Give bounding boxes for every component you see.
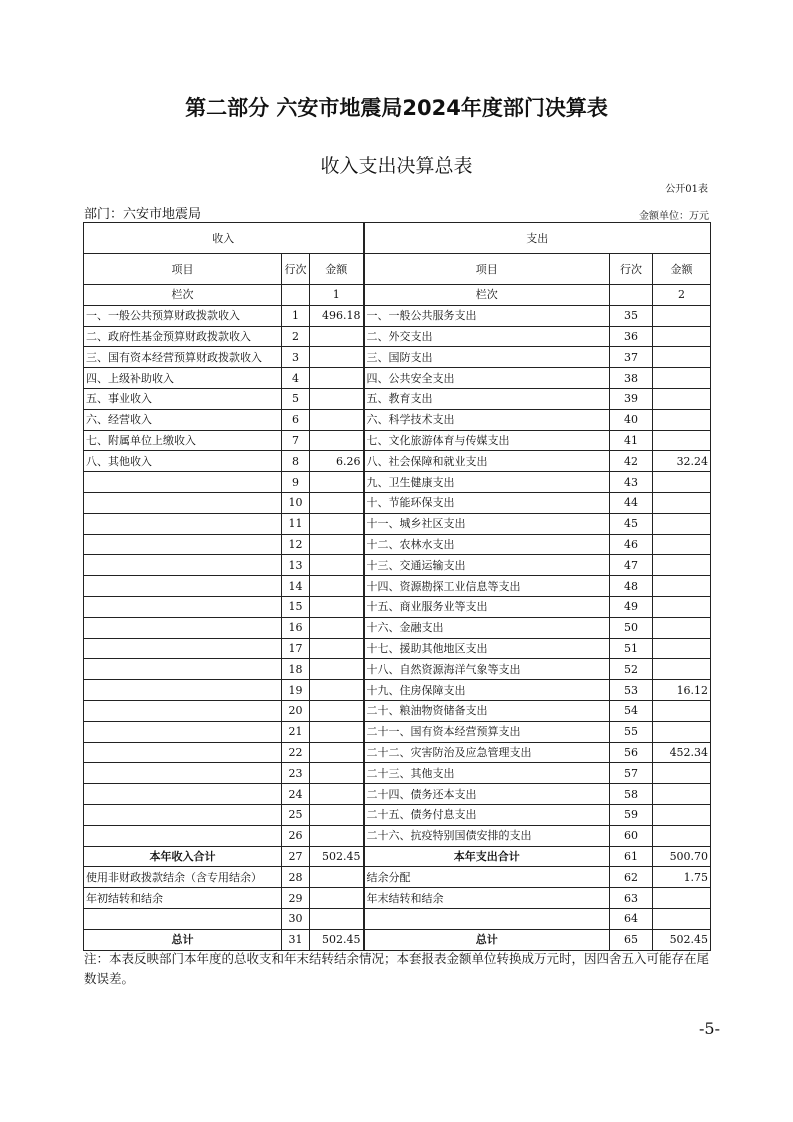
expense-amount: [653, 305, 711, 326]
expense-line-no: 59: [610, 804, 653, 825]
expense-amount: [653, 763, 711, 784]
income-line-no: 26: [282, 825, 310, 846]
expense-amount: [653, 534, 711, 555]
income-item: 七、附属单位上缴收入: [84, 430, 282, 451]
income-item: [84, 576, 282, 597]
expense-amount: [653, 368, 711, 389]
income-amount: [310, 804, 364, 825]
income-column-row-label: 栏次: [84, 285, 282, 306]
table-header-row: [84, 223, 711, 254]
expense-line-no: 46: [610, 534, 653, 555]
income-amount: [310, 742, 364, 763]
expense-line-no: 63: [610, 888, 653, 909]
income-item: 本年收入合计: [84, 846, 282, 867]
expense-item: 三、国防支出: [364, 347, 610, 368]
expense-amount: [653, 555, 711, 576]
table-row: [84, 596, 711, 617]
income-item: [84, 680, 282, 701]
expense-item: 十一、城乡社区支出: [364, 513, 610, 534]
income-item: [84, 534, 282, 555]
expense-item: 六、科学技术支出: [364, 409, 610, 430]
expense-line-no: 60: [610, 825, 653, 846]
income-amount: 502.45: [310, 846, 364, 867]
department-label: 部门：六安市地震局: [84, 207, 202, 222]
table-row: [84, 908, 711, 929]
table-row: [84, 326, 711, 347]
income-line-no: 7: [282, 430, 310, 451]
table-row: [84, 742, 711, 763]
income-item: [84, 908, 282, 929]
income-item: [84, 492, 282, 513]
income-line-no: 3: [282, 347, 310, 368]
income-amount: [310, 680, 364, 701]
income-line-no: 2: [282, 326, 310, 347]
expense-amount: [653, 596, 711, 617]
expense-amount: [653, 908, 711, 929]
expense-item: 总计: [364, 929, 610, 950]
expense-amount: 1.75: [653, 867, 711, 888]
expense-amount: [653, 721, 711, 742]
income-header: 收入: [84, 223, 364, 254]
income-amount: [310, 721, 364, 742]
table-row: [84, 534, 711, 555]
expense-amount: [653, 888, 711, 909]
expense-line-no: 47: [610, 555, 653, 576]
income-item: [84, 825, 282, 846]
income-amount: [310, 908, 364, 929]
income-line-no: 28: [282, 867, 310, 888]
expense-line-no: 36: [610, 326, 653, 347]
income-amount-header: 金额: [310, 254, 364, 285]
income-line-no: 5: [282, 388, 310, 409]
table-row: [84, 576, 711, 597]
expense-line-no: 50: [610, 617, 653, 638]
income-item: [84, 555, 282, 576]
expense-item: 十六、金融支出: [364, 617, 610, 638]
income-amount: [310, 659, 364, 680]
expense-item: 七、文化旅游体育与传媒支出: [364, 430, 610, 451]
income-amount: [310, 326, 364, 347]
expense-amount: [653, 576, 711, 597]
expense-item: 十四、资源勘探工业信息等支出: [364, 576, 610, 597]
expense-item: 二十、粮油物资储备支出: [364, 700, 610, 721]
income-item: 八、其他收入: [84, 451, 282, 472]
table-row: [84, 804, 711, 825]
expense-item: 十三、交通运输支出: [364, 555, 610, 576]
expense-item: 八、社会保障和就业支出: [364, 451, 610, 472]
income-amount: 496.18: [310, 305, 364, 326]
expense-line-no: 39: [610, 388, 653, 409]
expense-item: 二十四、债务还本支出: [364, 784, 610, 805]
expense-line-no: 55: [610, 721, 653, 742]
expense-item: 二十五、债务付息支出: [364, 804, 610, 825]
expense-amount: [653, 638, 711, 659]
expense-line-no: 43: [610, 472, 653, 493]
income-item: 四、上级补助收入: [84, 368, 282, 389]
unit-label: 金额单位：万元: [639, 211, 709, 222]
expense-item: 十九、住房保障支出: [364, 680, 610, 701]
expense-item: 二十二、灾害防治及应急管理支出: [364, 742, 610, 763]
income-amount: [310, 617, 364, 638]
expense-line-no: 54: [610, 700, 653, 721]
expense-line-no: 56: [610, 742, 653, 763]
income-amount: [310, 867, 364, 888]
income-expense-table: [83, 222, 711, 951]
income-amount: [310, 638, 364, 659]
expense-amount: 32.24: [653, 451, 711, 472]
income-item: 总计: [84, 929, 282, 950]
expense-line-no: 57: [610, 763, 653, 784]
income-line-no: 1: [282, 305, 310, 326]
expense-line-no: 64: [610, 908, 653, 929]
table-row: [84, 638, 711, 659]
income-line-no: 17: [282, 638, 310, 659]
income-item: [84, 700, 282, 721]
expense-line-header: 行次: [610, 254, 653, 285]
expense-line-no: 65: [610, 929, 653, 950]
expense-item: 结余分配: [364, 867, 610, 888]
expense-header: 支出: [364, 223, 711, 254]
income-amount: [310, 513, 364, 534]
expense-item: 二十一、国有资本经营预算支出: [364, 721, 610, 742]
income-line-no: 9: [282, 472, 310, 493]
income-amount: 6.26: [310, 451, 364, 472]
income-amount: [310, 888, 364, 909]
table-row: [84, 846, 711, 867]
income-amount: [310, 368, 364, 389]
table-row: [84, 617, 711, 638]
income-amount: [310, 388, 364, 409]
income-item: 六、经营收入: [84, 409, 282, 430]
table-row: [84, 555, 711, 576]
income-item: [84, 721, 282, 742]
income-item-header: 项目: [84, 254, 282, 285]
expense-line-no: 35: [610, 305, 653, 326]
expense-amount: [653, 347, 711, 368]
income-amount: [310, 472, 364, 493]
income-item: 一、一般公共预算财政拨款收入: [84, 305, 282, 326]
income-line-no: 30: [282, 908, 310, 929]
expense-amount: [653, 492, 711, 513]
expense-amount: 500.70: [653, 846, 711, 867]
table-row: [84, 929, 711, 950]
expense-item: 十七、援助其他地区支出: [364, 638, 610, 659]
table-row: [84, 451, 711, 472]
expense-column-row-label: 栏次: [364, 285, 610, 306]
income-column-index: 1: [310, 285, 364, 306]
income-column-row-blank: [282, 285, 310, 306]
income-item: [84, 804, 282, 825]
income-item: [84, 472, 282, 493]
table-row: [84, 388, 711, 409]
expense-item: 四、公共安全支出: [364, 368, 610, 389]
expense-line-no: 42: [610, 451, 653, 472]
table-row: [84, 888, 711, 909]
income-line-no: 25: [282, 804, 310, 825]
income-line-no: 10: [282, 492, 310, 513]
income-amount: [310, 784, 364, 805]
income-amount: [310, 763, 364, 784]
table-row: [84, 700, 711, 721]
expense-amount: [653, 804, 711, 825]
income-amount: [310, 555, 364, 576]
expense-item: 五、教育支出: [364, 388, 610, 409]
expense-amount: [653, 825, 711, 846]
expense-item: 二十六、抗疫特别国债安排的支出: [364, 825, 610, 846]
income-item: [84, 784, 282, 805]
form-code: 公开01表: [665, 184, 708, 195]
income-item: 二、政府性基金预算财政拨款收入: [84, 326, 282, 347]
expense-line-no: 41: [610, 430, 653, 451]
expense-amount: [653, 513, 711, 534]
table-row: [84, 513, 711, 534]
expense-line-no: 58: [610, 784, 653, 805]
expense-item: 本年支出合计: [364, 846, 610, 867]
expense-amount: 502.45: [653, 929, 711, 950]
expense-amount: [653, 659, 711, 680]
expense-amount: [653, 700, 711, 721]
column-header-row: [84, 254, 711, 285]
expense-line-no: 44: [610, 492, 653, 513]
income-amount: [310, 409, 364, 430]
table-row: [84, 347, 711, 368]
expense-line-no: 53: [610, 680, 653, 701]
income-line-no: 15: [282, 596, 310, 617]
income-line-no: 6: [282, 409, 310, 430]
income-line-no: 20: [282, 700, 310, 721]
income-amount: [310, 492, 364, 513]
page-number: -5-: [699, 1019, 720, 1038]
expense-amount: [653, 430, 711, 451]
expense-column-row-blank: [610, 285, 653, 306]
income-line-no: 23: [282, 763, 310, 784]
income-amount: [310, 596, 364, 617]
income-item: [84, 742, 282, 763]
page-title: 第二部分 六安市地震局2024年度部门决算表: [185, 96, 608, 120]
table-row: [84, 472, 711, 493]
expense-line-no: 61: [610, 846, 653, 867]
expense-item: 二十三、其他支出: [364, 763, 610, 784]
income-amount: [310, 534, 364, 555]
expense-item: 十五、商业服务业等支出: [364, 596, 610, 617]
expense-line-no: 45: [610, 513, 653, 534]
income-item: 三、国有资本经营预算财政拨款收入: [84, 347, 282, 368]
expense-line-no: 52: [610, 659, 653, 680]
income-item: [84, 513, 282, 534]
income-amount: [310, 825, 364, 846]
table-row: [84, 368, 711, 389]
income-line-no: 4: [282, 368, 310, 389]
table-row: [84, 492, 711, 513]
income-item: [84, 596, 282, 617]
income-line-no: 29: [282, 888, 310, 909]
income-item: [84, 638, 282, 659]
expense-amount: [653, 617, 711, 638]
income-amount: [310, 576, 364, 597]
income-line-no: 22: [282, 742, 310, 763]
income-line-no: 31: [282, 929, 310, 950]
expense-line-no: 40: [610, 409, 653, 430]
expense-item: 十、节能环保支出: [364, 492, 610, 513]
table-row: [84, 721, 711, 742]
expense-line-no: 38: [610, 368, 653, 389]
expense-line-no: 37: [610, 347, 653, 368]
income-line-no: 19: [282, 680, 310, 701]
income-line-no: 8: [282, 451, 310, 472]
table-row: [84, 867, 711, 888]
expense-item: 十二、农林水支出: [364, 534, 610, 555]
expense-amount: [653, 409, 711, 430]
expense-amount: [653, 326, 711, 347]
income-line-no: 24: [282, 784, 310, 805]
table-row: [84, 659, 711, 680]
expense-line-no: 49: [610, 596, 653, 617]
table-note: 注：本表反映部门本年度的总收支和年末结转结余情况；本套报表金额单位转换成万元时，因四舍五入可能存在尾数误差。: [84, 951, 710, 986]
expense-item: [364, 908, 610, 929]
column-index-row: [84, 285, 711, 306]
table-row: [84, 784, 711, 805]
income-line-no: 12: [282, 534, 310, 555]
expense-amount: 16.12: [653, 680, 711, 701]
income-amount: [310, 700, 364, 721]
expense-amount: [653, 784, 711, 805]
expense-amount: [653, 472, 711, 493]
expense-item: 十八、自然资源海洋气象等支出: [364, 659, 610, 680]
income-line-no: 21: [282, 721, 310, 742]
income-line-no: 27: [282, 846, 310, 867]
income-item: 五、事业收入: [84, 388, 282, 409]
income-line-no: 11: [282, 513, 310, 534]
expense-item: 年末结转和结余: [364, 888, 610, 909]
income-item: [84, 763, 282, 784]
expense-line-no: 62: [610, 867, 653, 888]
expense-column-index: 2: [653, 285, 711, 306]
expense-line-no: 51: [610, 638, 653, 659]
income-item: [84, 617, 282, 638]
income-item: [84, 659, 282, 680]
table-row: [84, 825, 711, 846]
expense-line-no: 48: [610, 576, 653, 597]
table-row: [84, 763, 711, 784]
table-row: [84, 680, 711, 701]
table-row: [84, 409, 711, 430]
income-line-no: 16: [282, 617, 310, 638]
expense-item: 九、卫生健康支出: [364, 472, 610, 493]
income-amount: [310, 430, 364, 451]
income-item: 使用非财政拨款结余（含专用结余）: [84, 867, 282, 888]
expense-amount-header: 金额: [653, 254, 711, 285]
income-line-no: 13: [282, 555, 310, 576]
income-line-header: 行次: [282, 254, 310, 285]
expense-item: 一、一般公共服务支出: [364, 305, 610, 326]
income-line-no: 14: [282, 576, 310, 597]
income-line-no: 18: [282, 659, 310, 680]
table-title: 收入支出决算总表: [320, 155, 473, 177]
expense-item: 二、外交支出: [364, 326, 610, 347]
table-row: [84, 430, 711, 451]
income-amount: [310, 347, 364, 368]
expense-item-header: 项目: [364, 254, 610, 285]
income-item: 年初结转和结余: [84, 888, 282, 909]
expense-amount: 452.34: [653, 742, 711, 763]
table-row: [84, 305, 711, 326]
income-amount: 502.45: [310, 929, 364, 950]
expense-amount: [653, 388, 711, 409]
